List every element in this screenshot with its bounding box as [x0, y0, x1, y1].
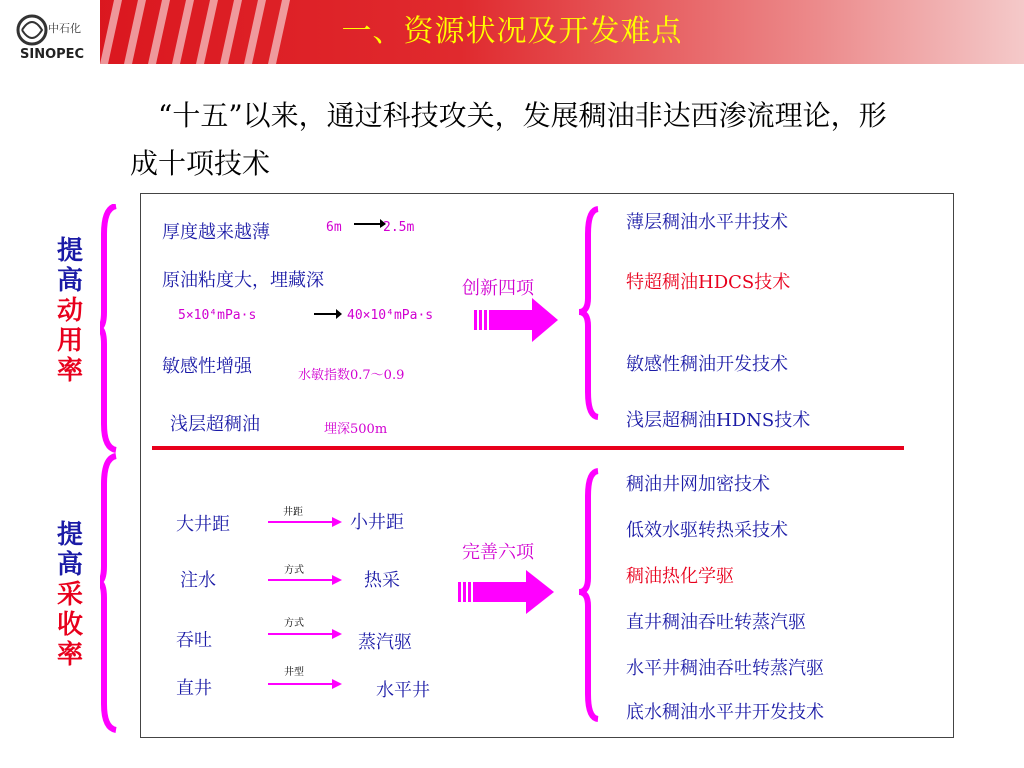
lower-arrow-label: 完善六项: [462, 542, 534, 563]
arrow-icon: [266, 574, 342, 586]
tech-bottom-water-horizontal: 底水稠油水平井开发技术: [626, 702, 824, 723]
upper-big-arrow-icon: [474, 298, 558, 344]
lower-right-bracket: [576, 468, 602, 722]
tag-method: 方式: [284, 565, 304, 576]
vchar: 收: [56, 610, 83, 640]
tech-hdns: 浅层超稠油HDNS技术: [626, 410, 811, 431]
thickness-arrow-icon: [352, 214, 386, 228]
vchar: 高: [56, 550, 83, 580]
tech-sensitive: 敏感性稠油开发技术: [626, 354, 788, 375]
logo-text: SINOPEC: [20, 47, 85, 62]
from-large-spacing: 大井距: [176, 514, 230, 535]
upper-right-bracket: [576, 206, 602, 420]
upper-arrow-label: 创新四项: [462, 278, 534, 299]
section-divider: [152, 446, 904, 450]
tech-horizontal-to-steam: 水平井稠油吞吐转蒸汽驱: [626, 658, 824, 679]
sensitivity-note: 水敏指数0.7～0.9: [298, 368, 405, 383]
tag-spacing: 井距: [283, 507, 303, 518]
vchar: 高: [56, 266, 83, 296]
thickness-to: 2.5m: [383, 220, 415, 235]
arrow-icon: [266, 628, 342, 640]
left-brackets: [100, 204, 124, 734]
tech-waterflood-to-thermal: 低效水驱转热采技术: [626, 520, 788, 541]
subtitle: “十五”以来，通过科技攻关，发展稠油非达西渗流理论，形成十项技术: [130, 99, 887, 180]
shallow-note: 埋深500m: [324, 422, 388, 437]
tech-well-pattern-infill: 稠油井网加密技术: [626, 474, 770, 495]
vchar: 率: [56, 356, 83, 386]
vchar: 动: [56, 296, 83, 326]
page-title: 一、资源状况及开发难点: [341, 14, 683, 49]
vchar: 提: [56, 236, 83, 266]
vchar: 用: [56, 326, 83, 356]
to-thermal: 热采: [364, 570, 400, 591]
vchar: 采: [56, 580, 83, 610]
tech-hdcs: 特超稠油HDCS技术: [626, 272, 791, 293]
to-steam-drive: 蒸汽驱: [358, 632, 412, 653]
arrow-icon: [266, 516, 342, 528]
to-small-spacing: 小井距: [350, 512, 404, 533]
tag-well-type: 井型: [284, 667, 304, 678]
viscosity-to: 40×10⁴mPa·s: [347, 308, 434, 323]
viscosity-arrow-icon: [312, 306, 342, 320]
viscosity-from: 5×10⁴mPa·s: [178, 308, 257, 323]
logo-script: 中石化: [48, 22, 81, 35]
to-horizontal-well: 水平井: [376, 680, 430, 701]
label-improve-recovery: [50, 520, 90, 670]
from-huff-puff: 吞吐: [176, 630, 212, 651]
tech-thin-layer-horizontal: 薄层稠油水平井技术: [626, 212, 788, 233]
from-vertical-well: 直井: [176, 678, 212, 699]
vchar: 提: [56, 520, 83, 550]
factor-shallow: 浅层超稠油: [170, 414, 260, 435]
from-water-injection: 注水: [180, 570, 216, 591]
lower-big-arrow-icon: [458, 570, 554, 616]
thickness-from: 6m: [326, 220, 342, 235]
factor-sensitivity: 敏感性增强: [162, 356, 252, 377]
factor-viscosity: 原油粘度大，埋藏深: [162, 270, 324, 291]
label-improve-utilization: [50, 236, 90, 386]
vchar: 率: [56, 640, 83, 670]
arrow-icon: [266, 678, 342, 690]
tag-method: 方式: [284, 618, 304, 629]
tech-thermochemical: 稠油热化学驱: [626, 566, 734, 587]
factor-thickness: 厚度越来越薄: [162, 222, 270, 243]
tech-vertical-to-steam: 直井稠油吞吐转蒸汽驱: [626, 612, 806, 633]
